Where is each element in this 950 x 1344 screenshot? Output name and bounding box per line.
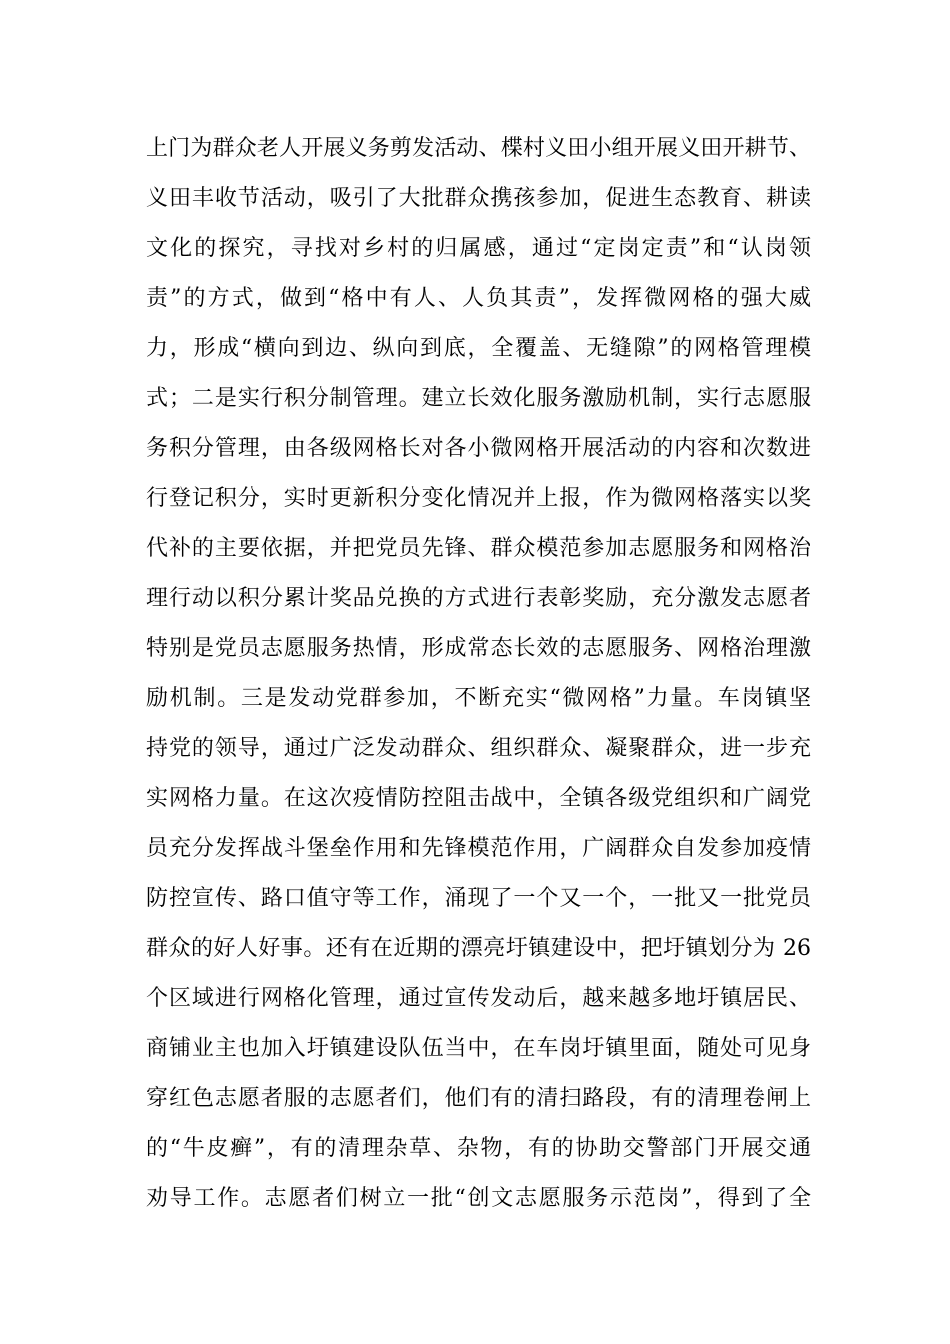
text-line-5: 力，形成“横向到边、纵向到底，全覆盖、无缝隙”的网格管理模 — [146, 336, 811, 361]
text-line-9: 代补的主要依据，并把党员先锋、群众模范参加志愿服务和网格治 — [146, 536, 811, 561]
text-line-19: 商铺业主也加入圩镇建设队伍当中，在车岗圩镇里面，随处可见身 — [146, 1036, 811, 1061]
text-line-6: 式；二是实行积分制管理。建立长效化服务激励机制，实行志愿服 — [146, 386, 811, 411]
text-line-12: 励机制。三是发动党群参加，不断充实“微网格”力量。车岗镇坚 — [146, 686, 811, 711]
text-line-14: 实网格力量。在这次疫情防控阻击战中，全镇各级党组织和广阔党 — [146, 786, 811, 811]
text-line-16: 防控宣传、路口值守等工作，涌现了一个又一个，一批又一批党员 — [146, 886, 811, 911]
text-line-18: 个区域进行网格化管理，通过宣传发动后，越来越多地圩镇居民、 — [146, 986, 811, 1011]
text-line-2: 义田丰收节活动，吸引了大批群众携孩参加，促进生态教育、耕读 — [146, 186, 811, 211]
text-line-3: 文化的探究，寻找对乡村的归属感，通过“定岗定责”和“认岗领 — [146, 236, 811, 261]
text-line-1: 上门为群众老人开展义务剪发活动、楪村义田小组开展义田开耕节、 — [146, 136, 811, 161]
text-line-20: 穿红色志愿者服的志愿者们，他们有的清扫路段，有的清理卷闸上 — [146, 1086, 811, 1111]
text-line-17: 群众的好人好事。还有在近期的漂亮圩镇建设中，把圩镇划分为 26 — [146, 936, 811, 961]
text-line-10: 理行动以积分累计奖品兑换的方式进行表彰奖励，充分激发志愿者 — [146, 586, 811, 611]
text-line-22: 劝导工作。志愿者们树立一批“创文志愿服务示范岗”，得到了全 — [146, 1186, 811, 1211]
text-line-4: 责”的方式，做到“格中有人、人负其责”，发挥微网格的强大威 — [146, 286, 811, 311]
text-line-21: 的“牛皮癣”，有的清理杂草、杂物，有的协助交警部门开展交通 — [146, 1136, 811, 1161]
body-paragraph — [146, 124, 811, 1224]
text-line-15: 员充分发挥战斗堡垒作用和先锋模范作用，广阔群众自发参加疫情 — [146, 836, 811, 861]
text-line-13: 持党的领导，通过广泛发动群众、组织群众、凝聚群众，进一步充 — [146, 736, 811, 761]
text-line-11: 特别是党员志愿服务热情，形成常态长效的志愿服务、网格治理激 — [146, 636, 811, 661]
text-line-8: 行登记积分，实时更新积分变化情况并上报，作为微网格落实以奖 — [146, 486, 811, 511]
text-line-7: 务积分管理，由各级网格长对各小微网格开展活动的内容和次数进 — [146, 436, 811, 461]
